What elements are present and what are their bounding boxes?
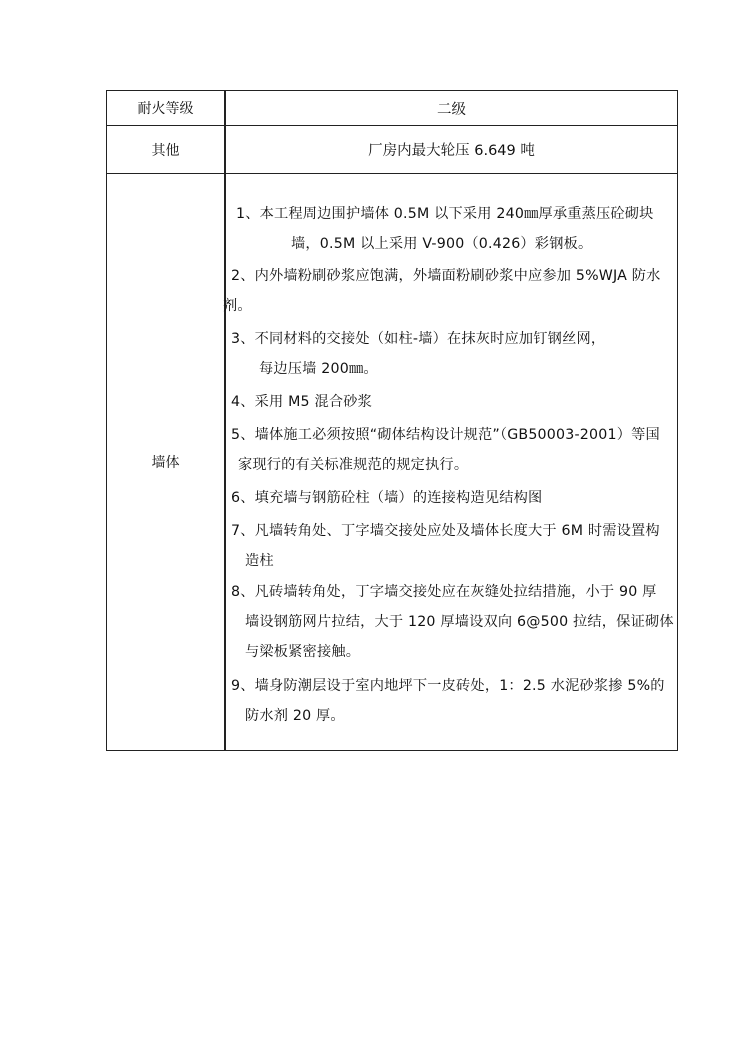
wall-note-item-5 (231, 420, 660, 480)
wall-note-line: 5、墙体施工必须按照“砌体结构设计规范”（GB50003-2001）等国 (231, 427, 660, 443)
wall-note-line: 2、内外墙粉刷砂浆应饱满，外墙面粉刷砂浆中应参加 5%WJA 防水 (231, 268, 661, 284)
wall-note-line: 1、本工程周边围护墙体 0.5M 以下采用 240㎜厚承重蒸压砼砌块 (236, 206, 654, 222)
wall-note-item-4 (231, 387, 372, 417)
fire-rating-label: 耐火等级 (137, 101, 194, 117)
wall-note-line: 剂。 (223, 298, 252, 314)
fire-rating-value: 二级 (437, 101, 466, 118)
wall-note-line: 与梁板紧密接触。 (245, 644, 361, 660)
wall-note-line: 7、凡墙转角处、丁字墙交接处应处及墙体长度大于 6M 时需设置构 (231, 523, 660, 539)
table-row-other (107, 126, 677, 174)
wall-note-item-2 (223, 261, 661, 321)
wall-note-line: 每边压墙 200㎜。 (259, 361, 378, 377)
wall-note-line: 造柱 (245, 553, 274, 569)
spec-table (106, 90, 678, 751)
wall-note-line: 防水剂 20 厚。 (245, 708, 345, 724)
wall-note-line: 4、采用 M5 混合砂浆 (231, 394, 373, 410)
wall-note-item-3 (231, 324, 605, 384)
wall-note-item-9 (231, 671, 665, 731)
table-row-wall (107, 174, 677, 750)
wall-label: 墙体 (151, 455, 180, 471)
wall-note-line: 墙，0.5M 以上采用 V-900（0.426）彩钢板。 (291, 236, 593, 252)
wall-note-line: 8、凡砖墙转角处，丁字墙交接处应在灰缝处拉结措施，小于 90 厚 (231, 584, 657, 600)
wall-note-line: 9、墙身防潮层设于室内地坪下一皮砖处，1：2.5 水泥砂浆掺 5%的 (231, 678, 665, 694)
wall-note-item-1 (236, 199, 654, 259)
other-label: 其他 (151, 142, 180, 159)
wall-note-item-6 (231, 483, 542, 513)
table-row-fire-rating (107, 91, 677, 126)
wall-note-line: 墙设钢筋网片拉结，大于 120 厚墙设双向 6@500 拉结，保证砌体 (245, 614, 674, 630)
wall-note-item-8 (231, 577, 674, 667)
wall-note-line: 3、不同材料的交接处（如柱-墙）在抹灰时应加钉钢丝网， (231, 331, 606, 347)
other-value: 厂房内最大轮压 6.649 吨 (368, 143, 535, 159)
wall-note-line: 家现行的有关标准规范的规定执行。 (238, 457, 469, 473)
wall-note-item-7 (231, 516, 660, 576)
column-divider (224, 174, 226, 750)
wall-note-line: 6、填充墙与钢筋砼柱（墙）的连接构造见结构图 (231, 490, 543, 506)
